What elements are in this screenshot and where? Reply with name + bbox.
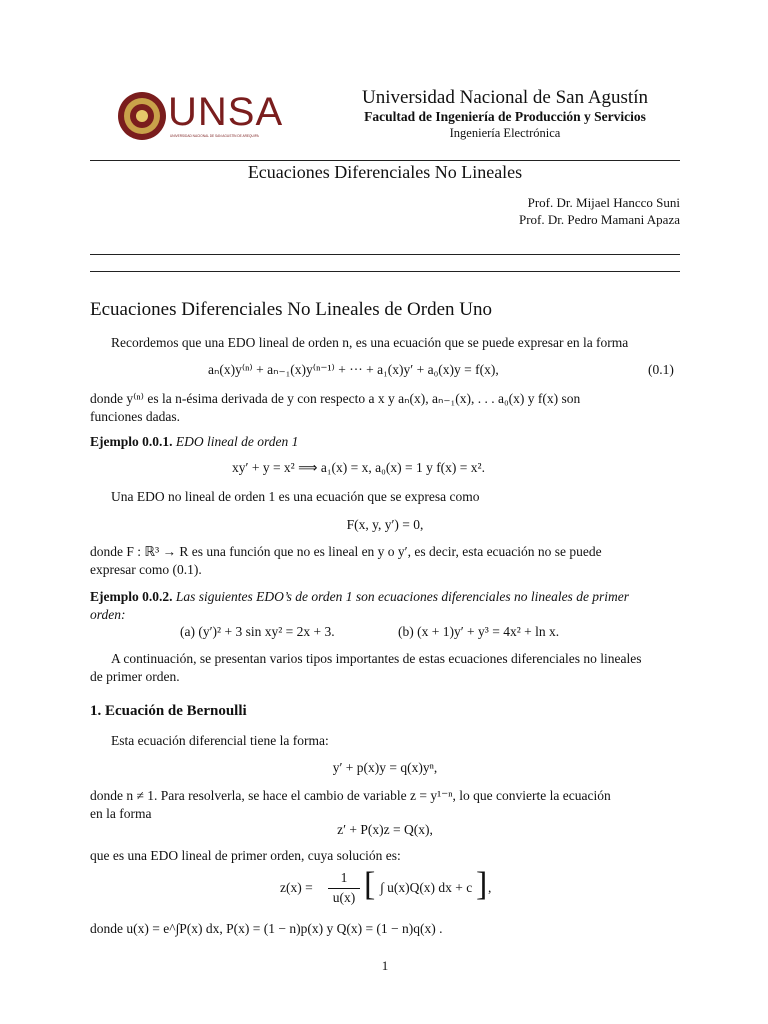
linear-equation: z′ + P(x)z = Q(x), [337, 822, 433, 837]
intro-paragraph: Recordemos que una EDO lineal de orden n, es una ecuación que se puede expresar en la forma [111, 335, 629, 350]
solution-fraction-bar [328, 888, 360, 889]
change-line1: donde n ≠ 1. Para resolverla, se hace el cambio de variable z = y¹⁻ⁿ, lo que convierte la ecuación [90, 788, 611, 803]
solution-integral: ∫ u(x)Q(x) dx + c [380, 880, 473, 895]
solution-tail: , [488, 880, 492, 895]
logo-text: UNSA [168, 90, 284, 134]
logo-subtext: UNIVERSIDAD NACIONAL DE SAN AGUSTÍN DE AREQUIPA [170, 134, 259, 138]
author-2: Prof. Dr. Pedro Mamani Apaza [518, 212, 680, 227]
where-line: donde u(x) = e^∫P(x) dx, P(x) = (1 − n)p(x) y Q(x) = (1 − n)q(x) . [90, 921, 443, 936]
example-1-title: EDO lineal de orden 1 [175, 434, 299, 449]
faculty-name: Facultad de Ingeniería de Producción y Servicios [364, 109, 646, 124]
left-bracket: [ [364, 866, 376, 903]
nonlinear-line1: donde F : ℝ³ → R es una función que no es lineal en y o y′, es decir, esta ecuación no se puede [90, 544, 602, 559]
section-title: Ecuaciones Diferenciales No Lineales de Orden Uno [90, 299, 492, 320]
continuation-line2: de primer orden. [90, 669, 180, 684]
example-2-label: Ejemplo 0.0.2. [90, 589, 173, 604]
example-2-item-a: (a) (y′)² + 3 sin xy² = 2x + 3. [180, 624, 335, 639]
subsection-title: 1. Ecuación de Bernoulli [90, 703, 247, 719]
example-1 [90, 433, 298, 451]
title-rule-2 [90, 271, 680, 272]
university-logo [116, 90, 284, 142]
nonlinear-line2: expresar como (0.1). [90, 562, 202, 577]
example-1-label: Ejemplo 0.0.1. [90, 434, 173, 449]
department-name: Ingeniería Electrónica [449, 126, 561, 140]
title-rule-1 [90, 254, 680, 255]
header-rule [90, 160, 680, 161]
document-title: Ecuaciones Diferenciales No Lineales [247, 162, 523, 182]
nonlinear-equation: F(x, y, y′) = 0, [346, 517, 424, 532]
page-number: 1 [381, 958, 389, 973]
example-2-text: Las siguientes EDO’s de orden 1 son ecuaciones diferenciales no lineales de primer [175, 589, 630, 604]
equation-0-1: aₙ(x)y⁽ⁿ⁾ + aₙ₋₁(x)y⁽ⁿ⁻¹⁾ + ··· + a₁(x)y′ + a₀(x)y = f(x), [208, 362, 499, 377]
example-2-item-b: (b) (x + 1)y′ + y³ = 4x² + ln x. [398, 624, 560, 639]
example-1-equation: xy′ + y = x² ⟹ a₁(x) = x, a₀(x) = 1 y f(x) = x². [232, 460, 485, 475]
equation-number: (0.1) [648, 362, 674, 377]
after-eq1-line2: funciones dadas. [90, 409, 180, 424]
example-2-text-line2: orden: [90, 607, 126, 622]
solution-formula [280, 868, 510, 912]
after-eq1-line1: donde y⁽ⁿ⁾ es la n-ésima derivada de y con respecto a x y aₙ(x), aₙ₋₁(x), . . . a₀(x) y f(x) son [90, 391, 581, 406]
solution-fraction-denominator: u(x) [332, 890, 356, 905]
solution-intro: que es una EDO lineal de primer orden, cuya solución es: [90, 848, 401, 863]
university-name: Universidad Nacional de San Agustín [361, 87, 648, 108]
nonlinear-intro: Una EDO no lineal de orden 1 es una ecuación que se expresa como [111, 489, 480, 504]
bernoulli-equation: y′ + p(x)y = q(x)yⁿ, [332, 760, 438, 775]
solution-fraction-numerator: 1 [340, 870, 348, 885]
author-1: Prof. Dr. Mijael Hancco Suni [527, 195, 680, 210]
continuation-line1: A continuación, se presentan varios tipos importantes de estas ecuaciones diferenciales no lineales [111, 651, 642, 666]
right-bracket: ] [476, 866, 488, 903]
solution-lhs: z(x) = [280, 880, 313, 895]
change-line2: en la forma [90, 806, 152, 821]
example-2 [90, 588, 629, 606]
bernoulli-form-intro: Esta ecuación diferencial tiene la forma: [111, 733, 329, 748]
